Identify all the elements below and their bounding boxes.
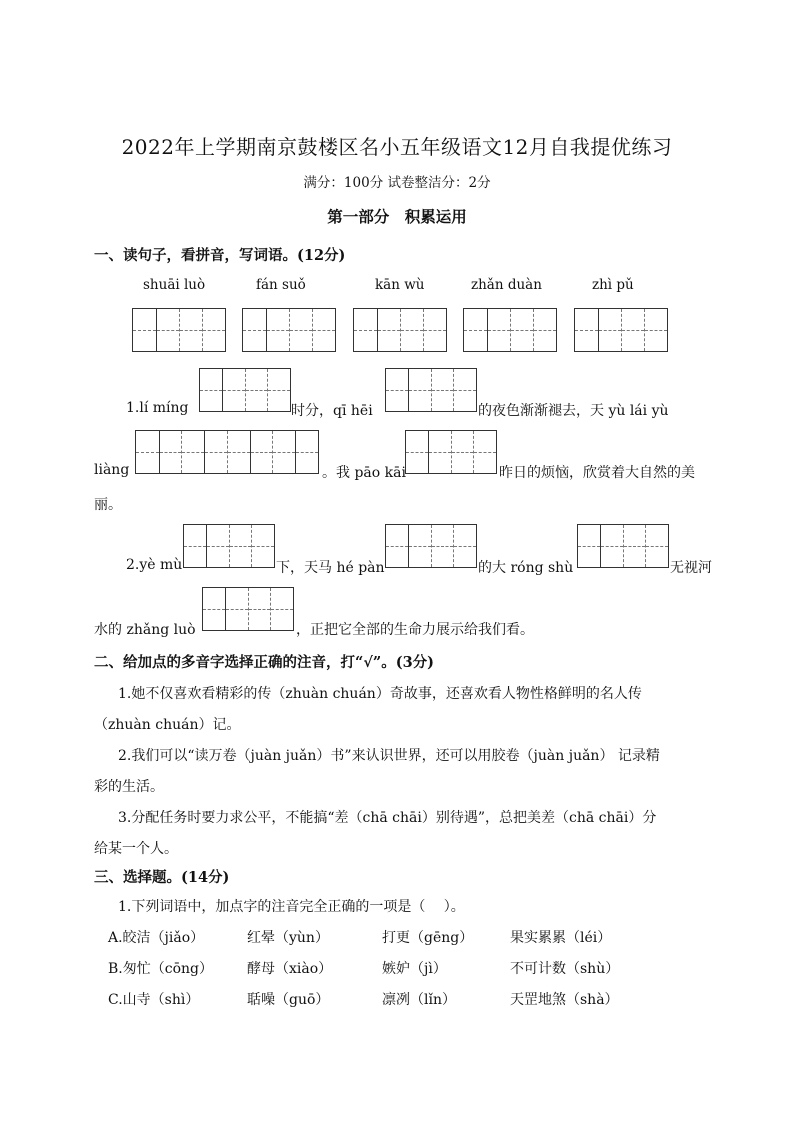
character-cell[interactable]	[453, 525, 476, 567]
answer-grid-liming[interactable]	[199, 368, 291, 412]
character-cell[interactable]	[289, 309, 312, 351]
character-cell[interactable]	[578, 525, 600, 567]
character-cell[interactable]	[453, 369, 476, 411]
option-b-3: 嫉妒（jì）	[382, 961, 447, 977]
character-cell[interactable]	[406, 431, 428, 473]
character-cell[interactable]	[428, 431, 451, 473]
character-cell[interactable]	[229, 525, 252, 567]
character-cell[interactable]	[312, 309, 335, 351]
answer-grid-zhangluo[interactable]	[202, 587, 294, 631]
character-cell[interactable]	[203, 588, 225, 630]
pinyin-3: kān wù	[375, 277, 425, 293]
answer-grid-zhipu[interactable]	[574, 308, 668, 352]
character-cell[interactable]	[431, 369, 454, 411]
pinyin-1: shuāi luò	[143, 277, 206, 293]
section-1-heading: 一、读句子，看拼音，写词语。(12分)	[94, 247, 346, 264]
q1-text-d: liàng	[94, 462, 130, 478]
option-a-4: 果实累累（léi）	[510, 930, 612, 946]
page-title: 2022年上学期南京鼓楼区名小五年级语文12月自我提优练习	[121, 135, 673, 159]
s3-question: 1.下列词语中，加点字的注音完全正确的一项是（ ）。	[118, 899, 465, 915]
character-cell[interactable]	[245, 369, 268, 411]
s2-line-2: （zhuàn chuán）记。	[94, 717, 241, 733]
pinyin-2: fán suǒ	[256, 277, 306, 293]
option-c-4: 天罡地煞（shà）	[510, 992, 619, 1008]
character-cell[interactable]	[202, 309, 225, 351]
character-cell[interactable]	[473, 431, 496, 473]
character-cell[interactable]	[272, 431, 295, 473]
character-cell[interactable]	[248, 588, 271, 630]
character-cell[interactable]	[408, 525, 431, 567]
character-cell[interactable]	[184, 525, 206, 567]
answer-grid-fansuo[interactable]	[242, 308, 336, 352]
character-cell[interactable]	[136, 431, 159, 473]
option-a-1[interactable]: A.皎洁（jiǎo）	[108, 930, 205, 946]
answer-grid-yemu[interactable]	[183, 524, 275, 568]
q1-text-g: 丽。	[94, 497, 122, 513]
character-cell[interactable]	[644, 309, 667, 351]
character-cell[interactable]	[623, 525, 646, 567]
character-cell[interactable]	[386, 525, 408, 567]
character-cell[interactable]	[645, 525, 668, 567]
answer-grid-kanwu[interactable]	[353, 308, 447, 352]
character-cell[interactable]	[600, 525, 623, 567]
character-cell[interactable]	[222, 369, 245, 411]
q1-text-e: 。我 pāo kāi	[322, 465, 406, 481]
character-cell[interactable]	[225, 588, 248, 630]
character-cell[interactable]	[575, 309, 598, 351]
q1-text-f: 昨日的烦恼，欣赏着大自然的美	[499, 465, 695, 481]
s2-line-3: 2.我们可以“读万卷（juàn juǎn）书”来认识世界，还可以用胶卷（juàn juǎn） 记录精	[118, 748, 660, 764]
character-cell[interactable]	[266, 309, 289, 351]
answer-grid-hepan[interactable]	[385, 524, 477, 568]
answer-grid-paokai[interactable]	[405, 430, 497, 474]
part-heading: 第一部分 积累运用	[327, 207, 467, 226]
s2-line-5: 3.分配任务时要力求公平，不能搞“差（chā chāi）别待遇”，总把美差（chā chāi）分	[118, 810, 657, 826]
character-cell[interactable]	[354, 309, 377, 351]
character-cell[interactable]	[510, 309, 533, 351]
q2-text-c: 的大 róng shù	[478, 560, 574, 576]
character-cell[interactable]	[133, 309, 156, 351]
character-cell[interactable]	[431, 525, 454, 567]
character-cell[interactable]	[400, 309, 423, 351]
q2-text-d: 无视河	[670, 560, 712, 576]
character-cell[interactable]	[267, 369, 290, 411]
answer-grid-yuelaiyueliang[interactable]	[135, 430, 319, 474]
character-cell[interactable]	[159, 431, 182, 473]
q2-text-a: 2.yè mù	[126, 557, 183, 573]
character-cell[interactable]	[464, 309, 487, 351]
character-cell[interactable]	[386, 369, 408, 411]
option-b-4: 不可计数（shù）	[510, 961, 620, 977]
option-c-2: 聒噪（guō）	[247, 992, 330, 1008]
option-a-2: 红晕（yùn）	[247, 930, 329, 946]
character-cell[interactable]	[598, 309, 621, 351]
section-3-heading: 三、选择题。(14分)	[94, 869, 230, 886]
q2-text-b: 下，天马 hé pàn	[276, 560, 385, 576]
option-b-1[interactable]: B.匆忙（cōng）	[108, 961, 213, 977]
character-cell[interactable]	[250, 431, 273, 473]
q1-text-c: 的夜色渐渐褪去，天 yù lái yù	[478, 403, 669, 419]
option-b-2: 酵母（xiào）	[247, 961, 333, 977]
character-cell[interactable]	[200, 369, 222, 411]
character-cell[interactable]	[451, 431, 474, 473]
pinyin-5: zhì pǔ	[592, 277, 634, 293]
answer-grid-shuailuo[interactable]	[132, 308, 226, 352]
answer-grid-qihei[interactable]	[385, 368, 477, 412]
q1-text-a: 1.lí míng	[126, 400, 189, 416]
section-2-heading: 二、给加点的多音字选择正确的注音，打“√”。(3分)	[94, 654, 435, 671]
s2-line-6: 给某一个人。	[94, 841, 178, 857]
character-cell[interactable]	[181, 431, 204, 473]
character-cell[interactable]	[156, 309, 179, 351]
character-cell[interactable]	[423, 309, 446, 351]
character-cell[interactable]	[227, 431, 250, 473]
character-cell[interactable]	[408, 369, 431, 411]
character-cell[interactable]	[377, 309, 400, 351]
q2-text-f: ，正把它全部的生命力展示给我们看。	[296, 622, 534, 638]
character-cell[interactable]	[179, 309, 202, 351]
character-cell[interactable]	[533, 309, 556, 351]
character-cell[interactable]	[206, 525, 229, 567]
answer-grid-rongshu[interactable]	[577, 524, 669, 568]
character-cell[interactable]	[621, 309, 644, 351]
q2-text-e: 水的 zhǎng luò	[94, 622, 196, 638]
character-cell[interactable]	[243, 309, 266, 351]
answer-grid-zhanduan[interactable]	[463, 308, 557, 352]
option-a-3: 打更（gēng）	[382, 930, 474, 946]
option-c-3: 凛冽（lǐn）	[382, 992, 456, 1008]
pinyin-4: zhǎn duàn	[471, 277, 542, 293]
q1-text-b: 时分，qī hēi	[291, 403, 373, 419]
s2-line-1: 1.她不仅喜欢看精彩的传（zhuàn chuán）奇故事，还喜欢看人物性格鲜明的名人传	[118, 686, 642, 702]
character-cell[interactable]	[204, 431, 227, 473]
character-cell[interactable]	[251, 525, 274, 567]
character-cell[interactable]	[270, 588, 293, 630]
score-info: 满分：100分 试卷整洁分：2分	[303, 175, 491, 191]
option-c-1[interactable]: C.山寺（shì）	[108, 992, 200, 1008]
character-cell[interactable]	[295, 431, 318, 473]
character-cell[interactable]	[487, 309, 510, 351]
s2-line-4: 彩的生活。	[94, 779, 164, 795]
